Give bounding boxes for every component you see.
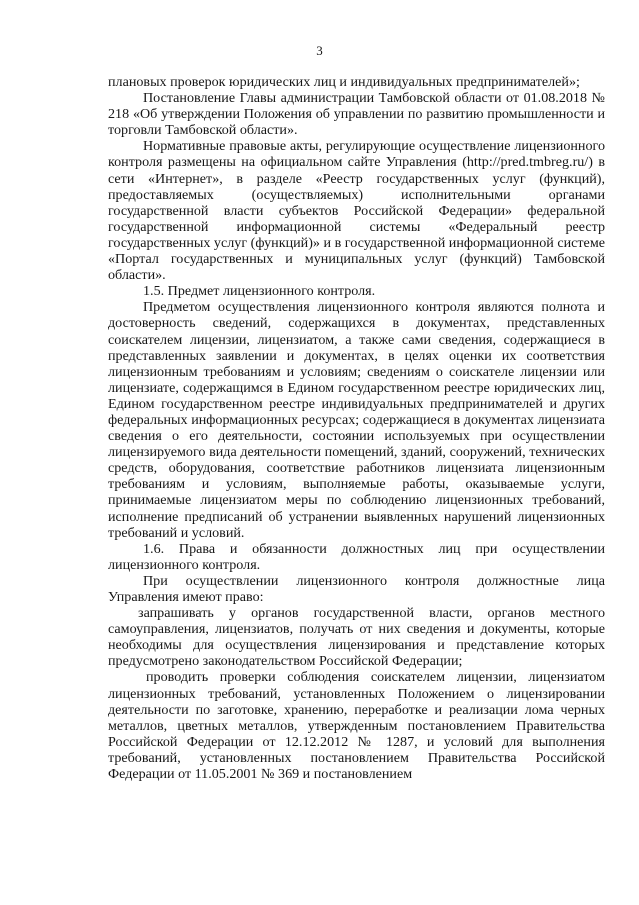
document-body xyxy=(108,74,605,782)
section-heading-1-6: 1.6. Права и обязанности должностных лиц при осуществлении лицензионного контроля. xyxy=(108,540,605,573)
paragraph-continued: плановых проверок юридических лиц и индивидуальных предпринимателей»; xyxy=(108,74,580,90)
paragraph-subject: Предметом осуществления лицензионного контроля являются полнота и достоверность сведений, содержащихся в документах, представленных соискателем лицензии, лицензиатом, а также сами сведения, содержащиеся в представленных заявлении и документах, в целях оценки их соответствия лицензионным требованиям и условиям; сведениям о соискателе лицензии или лицензиате, содержащимся в Едином государственном реестре юридических лиц, Едином государственном реестре индивидуальных предпринимателей и других федеральных информационных ресурсах; содержащиеся в документах лицензиата сведения о его деятельности, состоянии используемых при осуществлении лицензируемого вида деятельности помещений, зданий, сооружений, технических средств, оборудования, соответствие работников лицензиата лицензионным требованиям и условиям, выполняемые работы, оказываемые услуги, принимаемые лицензиатом меры по соблюдению лицензионных требований, исполнение предписаний об устранении выявленных нарушений лицензионных требований и условий. xyxy=(108,299,605,541)
page-number: 3 xyxy=(316,43,323,58)
paragraph-normative-acts: Нормативные правовые акты, регулирующие осуществление лицензионного контроля размещены на официальном сайте Управления (http://pred.tmbreg.ru/) в сети «Интернет», в разделе «Реестр государственных услуг (функций), предоставляемых (осуществляемых) исполнительными органами государственной власти субъектов Российской Федерации» федеральной государственной информационной системы «Федеральный реестр государственных услуг (функций)» и в государственной информационной системе «Портал государственных и муниципальных услуг (функций) Тамбовской области». xyxy=(108,138,605,284)
paragraph-right-request: запрашивать у органов государственной власти, органов местного самоуправления, лицензиатов, получать от них сведения и документы, которые необходимы для осуществления лицензирования и представление которых предусмотрено законодательством Российской Федерации; xyxy=(108,605,605,670)
paragraph-right-inspect: проводить проверки соблюдения соискателем лицензии, лицензиатом лицензионных требований, установленных Положением о лицензировании деятельности по заготовке, хранению, переработке и реализации лома черных металлов, цветных металлов, утвержденным постановлением Правительства Российской Федерации от 12.12.2012 № 1287, и условий для выполнения требований, установленных постановлением Правительства Российской Федерации от 11.05.2001 № 369 и постановлением xyxy=(108,669,605,783)
section-heading-1-5: 1.5. Предмет лицензионного контроля. xyxy=(143,283,376,300)
paragraph-resolution: Постановление Главы администрации Тамбовской области от 01.08.2018 № 218 «Об утверждении Положения об управлении по развитию промышленности и торговли Тамбовской области». xyxy=(108,90,605,139)
paragraph-rights-intro: При осуществлении лицензионного контроля должностные лица Управления имеют право: xyxy=(108,572,605,605)
